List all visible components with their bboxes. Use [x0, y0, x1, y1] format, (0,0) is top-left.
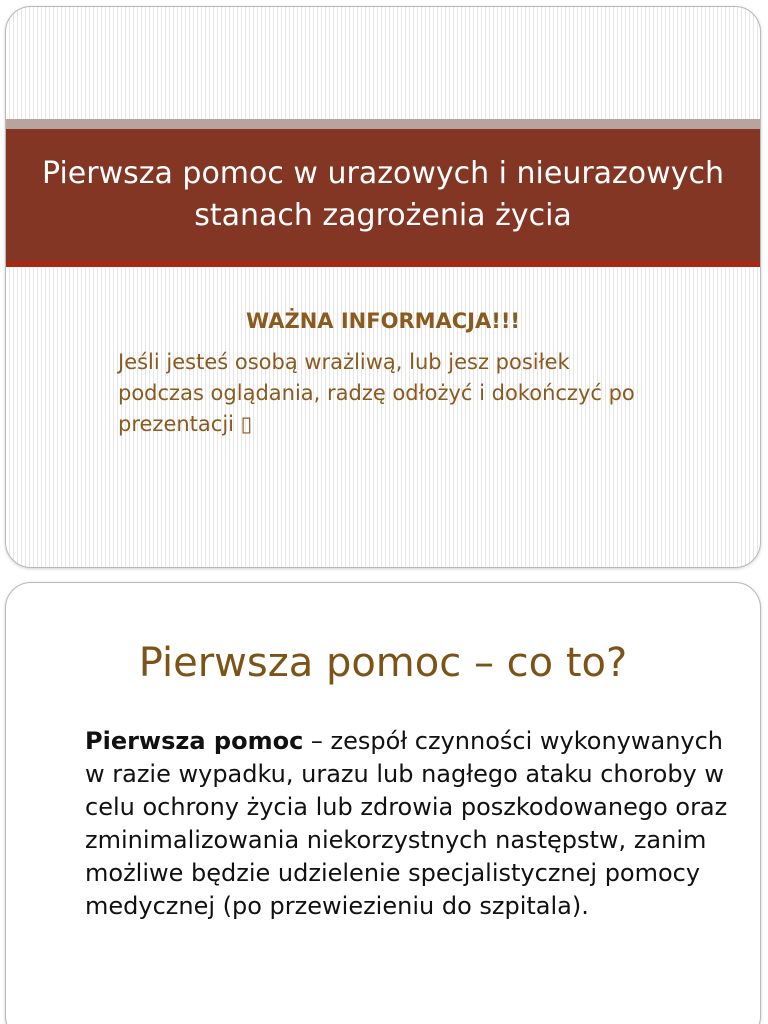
- notice-body: Jeśli jesteś osobą wrażliwą, lub jesz posiłek podczas oglądania, radzę odłożyć i dokończyć po prezentacji ▯: [118, 350, 635, 436]
- notice-heading: WAŻNA INFORMACJA!!!: [246, 309, 520, 333]
- definition-text: – zespół czynności wykonywanych w razie wypadku, urazu lub nagłego ataku choroby w celu ochrony życia lub zdrowia poszkodowanego oraz zminimalizowania niekorzystnych następstw, zanim możliwe będzie udzielenie specjalistycznej pomocy medycznej (po przewiezieniu do szpitala).: [85, 727, 728, 920]
- title-band-top-stripe: [6, 119, 760, 129]
- definition-paragraph: [85, 725, 735, 923]
- title-band-bottom-stripe: [6, 261, 760, 267]
- slide-1-title: Pierwsza pomoc w urazowych i nieurazowych stanach zagrożenia życia: [42, 156, 724, 233]
- slide-1: [5, 6, 761, 568]
- slide-2: [5, 582, 761, 1024]
- title-band: [6, 129, 760, 261]
- definition-term: Pierwsza pomoc: [85, 727, 304, 755]
- slide-2-title: Pierwsza pomoc – co to?: [138, 640, 628, 686]
